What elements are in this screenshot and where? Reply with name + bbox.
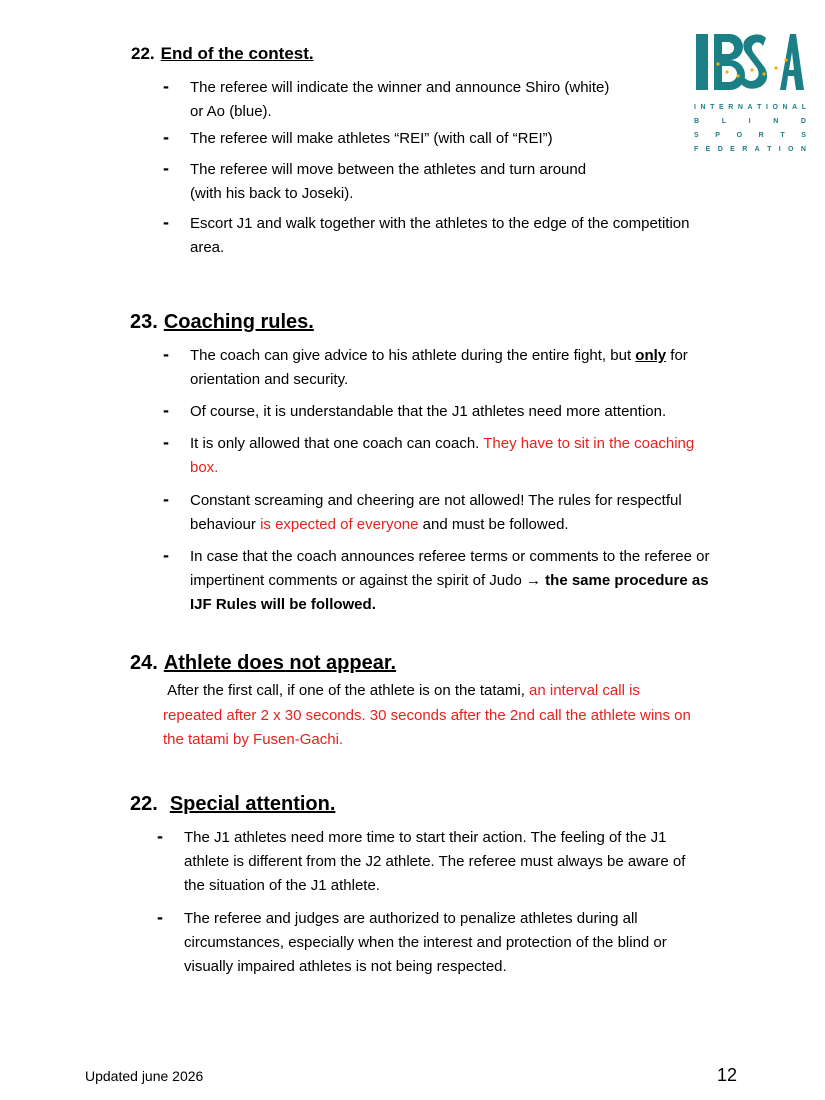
- section-number: 22.: [131, 44, 155, 63]
- section-heading-end-of-contest: [131, 44, 314, 64]
- section-heading-athlete-not-appear: [130, 652, 396, 675]
- section-title: Special attention.: [169, 793, 336, 815]
- bullet-dash: -: [163, 545, 169, 565]
- section-title: End of the contest.: [160, 44, 314, 63]
- bullet-dash: -: [163, 212, 169, 232]
- bullet-dash: -: [163, 432, 169, 452]
- bullet-dash: -: [157, 826, 163, 846]
- logo-text-sports: S P O R T S: [694, 132, 806, 139]
- section-number: 23.: [130, 311, 158, 333]
- section-number: 24.: [130, 652, 158, 674]
- list-item: - Escort J1 and walk together with the athletes to the edge of the competition area.: [163, 212, 690, 256]
- highlight-red: They have to sit in the coaching: [483, 435, 695, 452]
- bullet-dash: -: [157, 907, 163, 927]
- bullet-dash: -: [163, 489, 169, 509]
- list-item: - The referee will indicate the winner and announce Shiro (white) or Ao (blue).: [163, 76, 610, 120]
- paragraph: After the first call, if one of the athlete is on the tatami, an interval call is repeated after 2 x 30 seconds. 30 seconds after the 2nd call the athlete wins on the tatami by Fusen-Gachi.: [163, 679, 691, 753]
- list-item: - The referee will move between the athletes and turn around (with his back to Joseki).: [163, 158, 587, 202]
- list-item: - In case that the coach announces referee terms or comments to the referee or impertinent comments or against the spirit of Judo → the same procedure as IJF Rules will be followed.: [163, 545, 710, 613]
- highlight-red: repeated after 2 x 30 seconds. 30 seconds after the 2nd call the athlete wins on: [163, 706, 691, 724]
- page-number: 12: [717, 1065, 738, 1085]
- list-item: - Constant screaming and cheering are not allowed! The rules for respectful behaviour is expected of everyone and must be followed.: [163, 489, 682, 533]
- list-item: - The coach can give advice to his athlete during the entire fight, but only for orientation and security.: [163, 344, 688, 388]
- highlight-red: box.: [190, 459, 219, 476]
- footer-updated-date: Updated june 2026: [85, 1068, 204, 1084]
- highlight-red: the tatami by Fusen-Gachi.: [163, 731, 344, 748]
- bullet-dash: -: [163, 127, 169, 147]
- list-item: - The referee will make athletes “REI” (with call of “REI”): [163, 127, 553, 147]
- bullet-dash: -: [163, 400, 169, 420]
- section-heading-coaching-rules: [130, 311, 314, 334]
- ibsa-logo: [694, 30, 806, 153]
- logo-text-blind: B L I N D: [694, 118, 806, 125]
- highlight-red: an interval call is: [529, 682, 640, 699]
- emphasis-only: only: [635, 347, 667, 364]
- highlight-red: is expected of everyone: [260, 516, 419, 533]
- section-title: Coaching rules.: [163, 311, 314, 333]
- bullet-dash: -: [163, 76, 169, 96]
- section-title: Athlete does not appear.: [163, 652, 397, 674]
- list-item: - The J1 athletes need more time to start their action. The feeling of the J1 athlete is different from the J2 athlete. The referee must always be aware of the situation of the J1 athlete.: [157, 826, 686, 894]
- list-item: - The referee and judges are authorized to penalize athletes during all circumstances, especially when the interest and protection of the blind or visually impaired athletes is not being respected.: [157, 907, 667, 975]
- logo-text-federation: F E D E R A T I O N: [694, 146, 806, 153]
- list-item: - Of course, it is understandable that the J1 athletes need more attention.: [163, 400, 667, 420]
- section-heading-special-attention: [130, 793, 335, 816]
- logo-text-international: I N T E R N A T I O N A L: [694, 104, 806, 111]
- ibsa-logo-mark: [694, 30, 804, 92]
- section-number: 22.: [130, 793, 158, 815]
- list-item: - It is only allowed that one coach can coach. They have to sit in the coaching box.: [190, 432, 694, 480]
- bullet-dash: -: [163, 158, 169, 178]
- bullet-dash: -: [163, 344, 169, 364]
